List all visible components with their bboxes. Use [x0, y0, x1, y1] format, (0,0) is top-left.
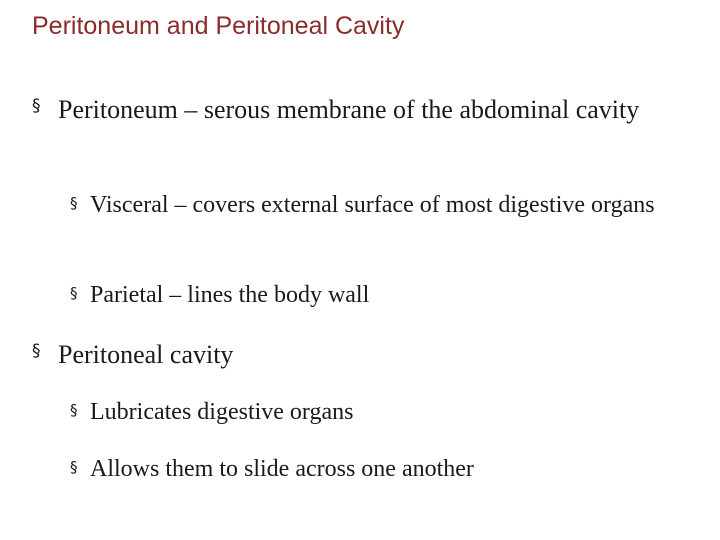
- bullet-marker: §: [32, 96, 41, 116]
- slide-title: Peritoneum and Peritoneal Cavity: [32, 12, 405, 40]
- bullet-marker: §: [70, 284, 78, 302]
- bullet-text: Parietal – lines the body wall: [90, 282, 370, 308]
- bullet-text: Allows them to slide across one another: [90, 456, 474, 482]
- bullet-marker: §: [70, 194, 78, 212]
- bullet-marker: §: [70, 401, 78, 419]
- bullet-parietal: [70, 280, 700, 311]
- bullet-marker: §: [32, 341, 41, 361]
- bullet-peritoneum: [32, 93, 678, 126]
- bullet-allows-slide: [70, 454, 700, 485]
- bullet-text: Peritoneum – serous membrane of the abdominal cavity: [58, 95, 640, 124]
- bullet-text: Visceral – covers external surface of most digestive organs: [90, 192, 655, 218]
- bullet-visceral: [70, 190, 700, 221]
- bullet-marker: §: [70, 458, 78, 476]
- bullet-text: Peritoneal cavity: [58, 340, 234, 369]
- bullet-peritoneal-cavity: [32, 338, 678, 371]
- bullet-lubricates: [70, 397, 700, 428]
- bullet-text: Lubricates digestive organs: [90, 399, 354, 425]
